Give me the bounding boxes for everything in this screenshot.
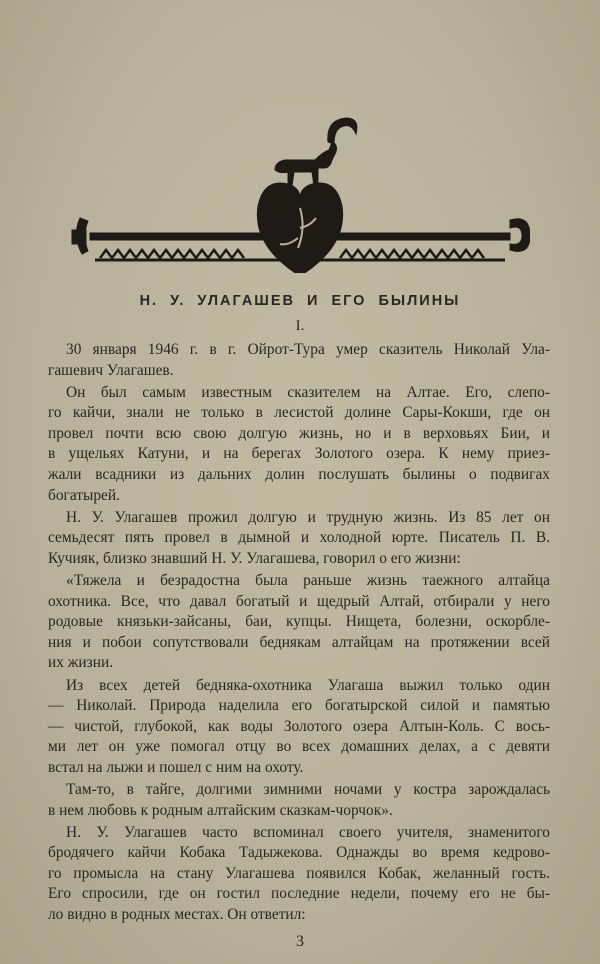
text-line: в ущельях Катуни, и на берегах Золотого озера. К нему приез- [48,445,550,463]
text-line: ми лет он уже помогал отцу во всех домашних делах, а с девяти [48,738,550,756]
goat-figure [275,142,337,186]
text-line: бродячего кайчи Кобака Тадыжекова. Однажды во время кедрово- [48,844,550,862]
text-line: встал на лыжи и пошел с ним на охоту. [48,758,304,776]
text-line: — чистой, глубокой, как воды Золотого озера Алтын-Коль. С вось- [48,717,550,735]
text-line: охотника. Все, что давал богатый и щедрый Алтай, отбирали у него [48,592,550,610]
paragraph [48,383,550,507]
page-number: 3 [296,933,304,950]
text-line: го промысла на стану Улагашева появился Кобак, желанный гость. [48,864,550,882]
text-line: «Тяжела и безрадостна была раньше жизнь таежного алтайца [66,572,550,590]
text-line: Н. У. Улагашев прожил долгую и трудную жизнь. Из 85 лет он [66,508,550,526]
paragraph [48,508,550,570]
chapter-title: Н. У. УЛАГАШЕВ И ЕГО БЫЛИНЫ [139,293,461,309]
text-line: жали всадники из дальних долин послушать былины о подвигах [48,466,550,484]
text-line: богатырей. [48,486,120,504]
text-line: Из всех детей бедняка-охотника Улагаша выжил только один [66,676,550,694]
text-line: ния и побои сопутствовали беднякам алтайцам на протяжении всей [48,633,550,651]
text-line: в нем любовь к родным алтайским сказкам-чорчок». [48,801,393,819]
text-line: семьдесят пять провел в дымной и холодной юрте. Писатель П. В. [48,529,550,547]
text-line: провел почти всю свою долгую жизнь, но и в верховьях Бии, и [48,424,550,442]
section-number: I. [295,318,305,334]
text-line: родовые князьки-зайсаны, баи, купцы. Нищета, болезни, оскорбле- [48,613,550,631]
text-line: гашевич Улагашев. [48,361,174,379]
text-line: ло видно в родных местах. Он ответил: [48,906,306,924]
body-text [48,340,550,927]
paragraph [48,823,550,926]
goat-horn [328,118,357,144]
sword-hilt-right [510,219,530,252]
text-line: 30 января 1946 г. в г. Ойрот-Тура умер сказитель Николай Ула- [66,341,550,358]
text-line: Его спросили, где он гостил последние недели, почему его не бы- [48,885,550,903]
paragraph [48,780,550,821]
paragraph [48,340,550,381]
text-line: их жизни. [48,654,114,672]
text-line: Там-то, в тайге, долгими зимними ночами у костра зарождалась [66,780,550,798]
text-line: Н. У. Улагашев часто вспоминал своего учителя, знаменитого [66,823,550,841]
text-line: — Николай. Природа наделила его богатырской силой и памятью [48,697,550,715]
ornament-emblem [70,108,530,273]
paragraph [48,571,550,674]
paragraph [48,676,550,779]
text-line: го кайчи, знали не только в лесистой долине Сары-Кокши, где он [48,404,550,422]
text-line: Он был самым известным сказителем на Алтае. Его, слепо- [66,383,550,401]
text-line: Кучияк, близко знавший Н. У. Улагашева, говорил о его жизни: [48,549,461,567]
